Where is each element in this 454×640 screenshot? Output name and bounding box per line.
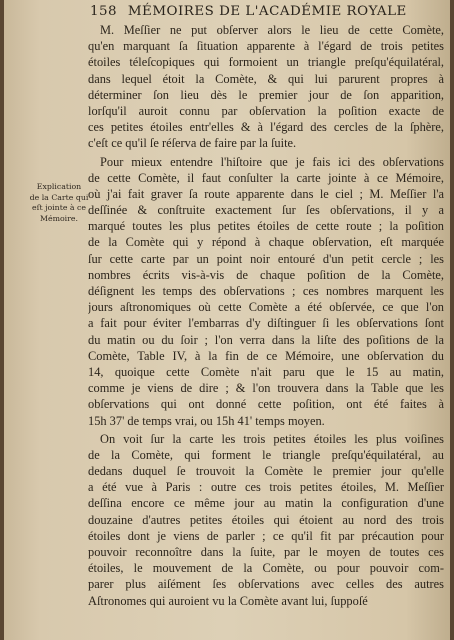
text-line: deſſinée & conſtruite exactement ſur ſes obſervations, il y a	[88, 203, 444, 218]
text-line: nombres écrits vis-à-vis de chaque poſition de la Comète,	[88, 267, 444, 282]
margin-note	[28, 182, 90, 224]
text-line: 15h 37' de temps vrai, ou 15h 41' temps moyen.	[88, 413, 325, 428]
text-line: Comète, Table IV, à la fin de ce Mémoire, une obſervation du	[88, 348, 444, 363]
text-line: c'eſt ce qu'il ſe réſerva de faire par la ſuite.	[88, 136, 297, 151]
running-title: MÉMOIRES DE L'ACADÉMIE ROYALE	[127, 4, 407, 19]
book-page	[4, 0, 450, 640]
text-line: jours aſtronomiques où cette Comète a été obſervée, ce que l'on	[88, 300, 444, 315]
text-line: déterminer ſon lieu dès le premier jour de ſon apparition,	[88, 87, 444, 102]
text-line: a fait pour éviter l'embarras d'y diſtinguer ſi les obſervations ſont	[88, 316, 444, 331]
text-line: pouvoir reconnoître dans la ſuite, par le moyen de toutes ces	[88, 545, 444, 559]
text-line: Aſtronomes qui auroient vu la Comète avant lui, ſuppoſé	[88, 593, 368, 608]
margin-note-line: Explication	[36, 182, 82, 191]
text-line: parer plus aiſément ſes obſervations avec celles des autres	[88, 577, 444, 592]
paragraph	[88, 22, 444, 152]
text-line: douzaine d'autres petites étoiles qui étoient au nord des trois	[88, 512, 444, 527]
page-number: 158	[90, 4, 118, 19]
text-line: deſſina encore ce même jour au matin la configuration d'une	[88, 496, 444, 511]
text-line: comme je viens de dire ; & l'on trouvera dans la Table que les	[88, 381, 444, 396]
text-line: de la Comète, qui forment le triangle preſqu'équilatéral, au	[88, 447, 444, 462]
text-line: qu'en marquant ſa ſituation apparente à l'égard de trois petites	[88, 39, 444, 54]
text-line: du matin ou du ſoir ; l'on verra dans la liſte des poſitions de la	[88, 332, 444, 347]
text-line: dans lequel étoit la Comète, & qui lui parurent propres à	[88, 71, 444, 86]
text-line: obſervations qui ont donné cette poſition, ont été faites à	[88, 397, 444, 412]
text-line: où j'ai fait graver ſa route apparente dans le ciel ; M. Meſſier l'a	[88, 186, 444, 201]
text-line: de la Comète qui y répond à chaque obſervation, eſt marquée	[88, 235, 444, 250]
text-line: déſignent les temps des obſervations ; ces nombres marquent les	[88, 284, 444, 298]
margin-note-line: Mémoire.	[40, 213, 78, 223]
text-line: étoiles, le mouvement de la Comète, ou pour pouvoir com-	[88, 561, 444, 576]
text-line: dedans duquel ſe trouvoit la Comète le premier jour qu'elle	[88, 464, 444, 479]
text-line: de cette Comète, il faut conſulter la carte jointe à ce Mémoire,	[88, 170, 444, 185]
text-line: étoiles dont je viens de parler ; ce qu'il fit par précaution pour	[88, 528, 444, 543]
paragraph	[88, 431, 444, 609]
text-line: 14, quoique cette Comète n'ait paru que le 15 au matin,	[88, 364, 444, 379]
text-line: ſur cette carte par un point noir entouré d'un petit cercle ; les	[88, 251, 444, 266]
paragraph	[88, 154, 444, 429]
text-line: a été vue à Paris : outre ces trois petites étoiles, M. Meſſier	[88, 480, 444, 495]
text-line: étoiles téleſcopiques qui formoient un triangle preſqu'équilatéral,	[88, 55, 444, 70]
body-text	[88, 22, 444, 609]
margin-note-line: de la Carte qui	[29, 192, 89, 202]
page-header	[90, 4, 442, 19]
text-line: lorſqu'il auroit connu par obſervation la poſition exacte de	[88, 103, 444, 118]
text-line: marqué toutes les plus petites étoiles de cette route ; la poſition	[88, 219, 444, 234]
text-line: On voit ſur la carte les trois petites étoiles les plus voiſines	[100, 431, 444, 446]
text-line: ces petites étoiles entr'elles & à l'égard des cercles de la ſphère,	[88, 120, 444, 135]
text-line: Pour mieux entendre l'hiſtoire que je fais ici des obſervations	[100, 154, 444, 169]
margin-note-line: eſt jointe à ce	[31, 203, 87, 212]
text-line: M. Meſſier ne put obſerver alors le lieu de cette Comète,	[100, 23, 444, 37]
